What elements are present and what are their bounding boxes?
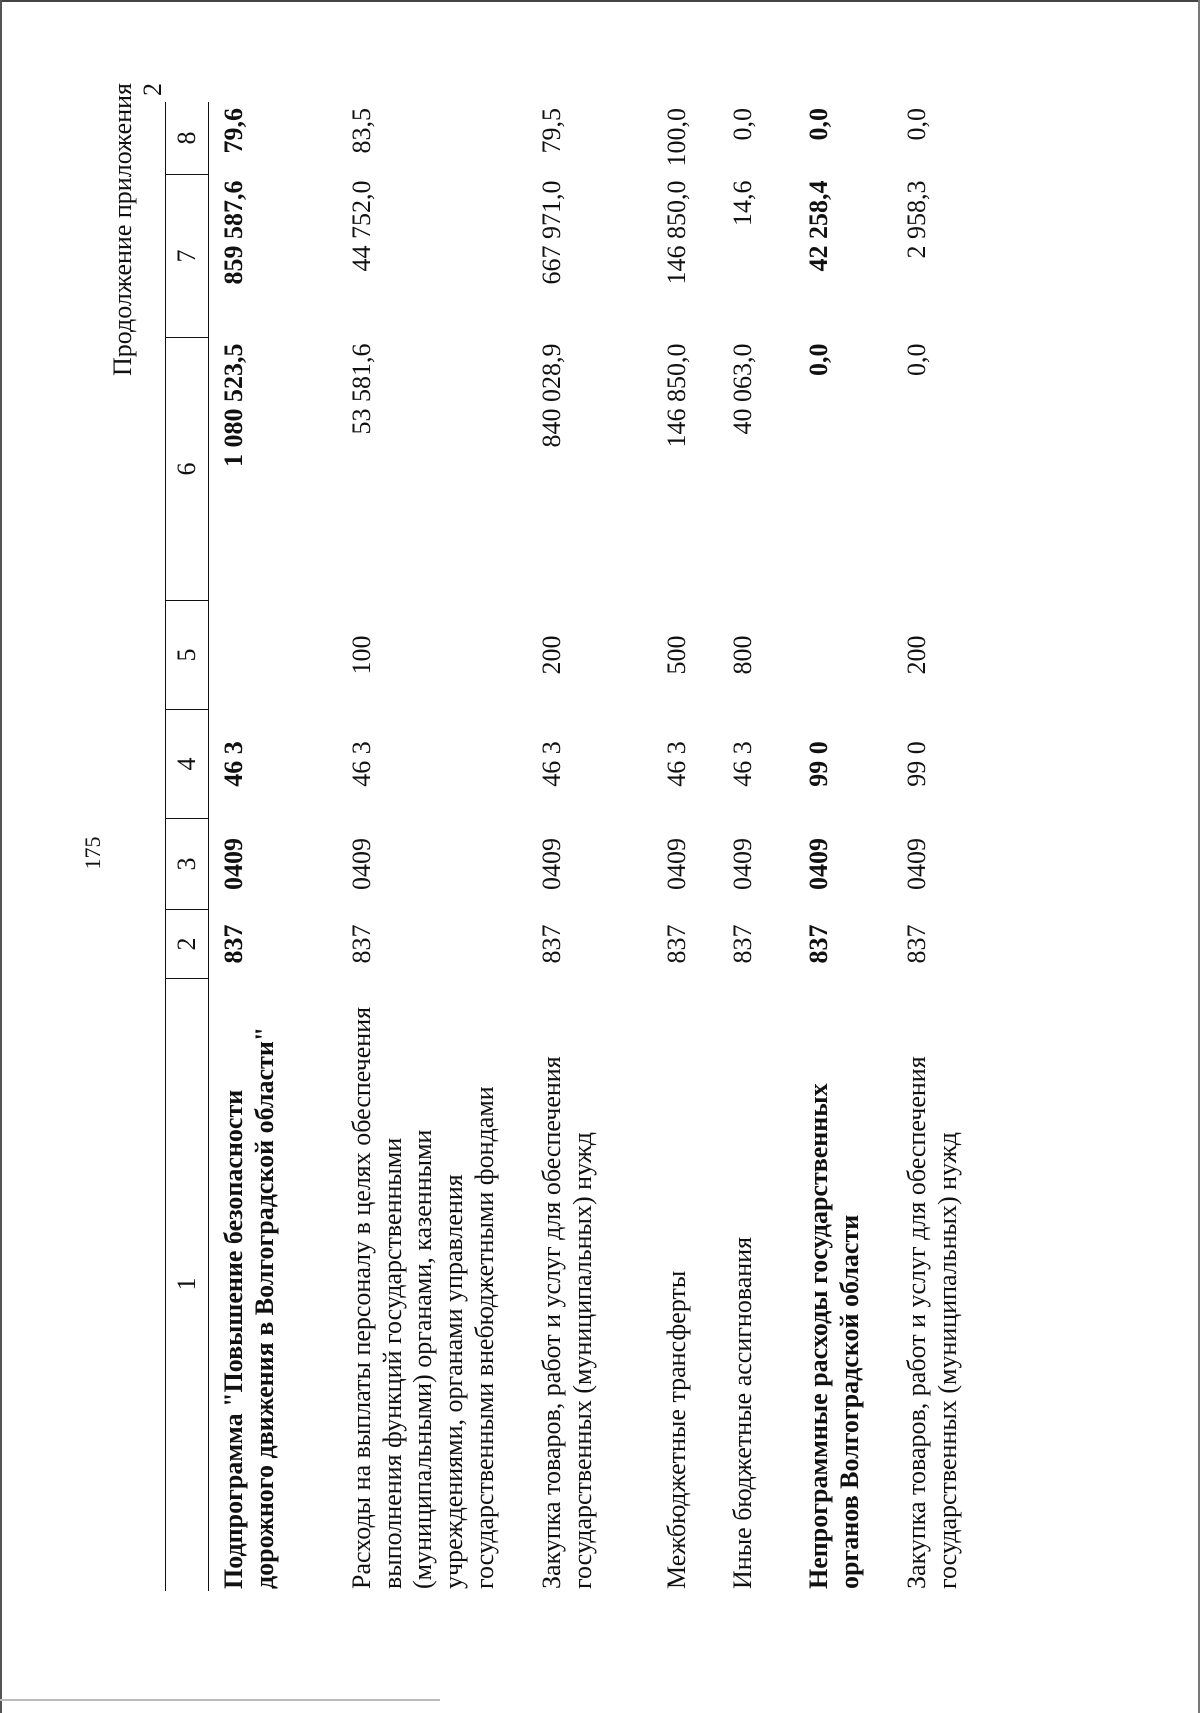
row-planned-amount: 53 581,6 bbox=[347, 343, 376, 435]
row-ministry-code: 837 bbox=[219, 924, 248, 964]
row-section-code: 0409 bbox=[804, 838, 833, 890]
table-header-row bbox=[166, 102, 209, 1591]
row-ministry-code: 837 bbox=[728, 924, 757, 964]
row-description: Расходы на выплаты персоналу в целях обеспечения выполнения функций государственными (муниципальными) органами, казенными учреждениями, органами управления государственными внебюджетными фондами bbox=[347, 1006, 499, 1589]
row-planned-amount: 40 063,0 bbox=[728, 343, 757, 435]
row-description: Непрограммные расходы государственных органов Волгоградской области bbox=[804, 1083, 864, 1589]
row-description: Закупка товаров, работ и услуг для обеспечения государственных (муниципальных) нужд bbox=[537, 1056, 597, 1589]
row-percent: 0,0 bbox=[728, 108, 757, 141]
table-row bbox=[527, 102, 652, 1591]
row-description: Иные бюджетные ассигнования bbox=[728, 1236, 757, 1589]
row-target-article: 99 0 bbox=[902, 741, 931, 787]
row-target-article: 46 3 bbox=[219, 741, 248, 787]
row-section-code: 0409 bbox=[347, 838, 376, 890]
row-executed-amount: 14,6 bbox=[728, 180, 757, 226]
column-header-6: 6 bbox=[166, 338, 209, 601]
table-row bbox=[652, 102, 718, 1591]
row-executed-amount: 146 850,0 bbox=[662, 180, 691, 285]
column-header-5: 5 bbox=[166, 601, 209, 710]
table-row bbox=[794, 102, 892, 1591]
table-row bbox=[337, 102, 527, 1591]
row-planned-amount: 840 028,9 bbox=[537, 343, 566, 448]
row-executed-amount: 859 587,6 bbox=[219, 180, 248, 285]
column-header-4: 4 bbox=[166, 710, 209, 819]
row-section-code: 0409 bbox=[902, 838, 931, 890]
row-expense-type bbox=[209, 601, 338, 710]
row-target-article: 46 3 bbox=[537, 741, 566, 787]
row-target-article: 46 3 bbox=[728, 741, 757, 787]
row-ministry-code: 837 bbox=[804, 924, 833, 964]
row-planned-amount: 1 080 523,5 bbox=[219, 343, 248, 467]
table-row bbox=[892, 102, 1017, 1591]
row-expense-type: 800 bbox=[728, 635, 757, 675]
row-ministry-code: 837 bbox=[662, 924, 691, 964]
row-planned-amount: 0,0 bbox=[804, 343, 833, 376]
row-expense-type: 500 bbox=[662, 635, 691, 675]
row-planned-amount: 0,0 bbox=[902, 343, 931, 376]
row-expense-type bbox=[794, 601, 892, 710]
row-percent: 0,0 bbox=[804, 108, 833, 141]
row-target-article: 46 3 bbox=[662, 741, 691, 787]
page-number: 175 bbox=[80, 836, 105, 870]
row-section-code: 0409 bbox=[662, 838, 691, 890]
row-target-article: 99 0 bbox=[804, 741, 833, 787]
row-percent: 79,6 bbox=[219, 108, 248, 154]
row-executed-amount: 667 971,0 bbox=[537, 180, 566, 285]
appendix-continuation-note: Продолжение приложения 2 bbox=[108, 83, 167, 377]
row-executed-amount: 2 958,3 bbox=[902, 180, 931, 259]
row-percent: 79,5 bbox=[537, 108, 566, 154]
row-percent: 83,5 bbox=[347, 108, 376, 154]
row-description: Межбюджетные трансферты bbox=[662, 1270, 691, 1589]
column-header-1: 1 bbox=[166, 979, 209, 1592]
row-percent: 0,0 bbox=[902, 108, 931, 141]
column-header-2: 2 bbox=[166, 910, 209, 979]
table-row bbox=[209, 102, 338, 1591]
row-expense-type: 100 bbox=[347, 635, 376, 675]
row-ministry-code: 837 bbox=[347, 924, 376, 964]
column-header-8: 8 bbox=[166, 102, 209, 175]
row-planned-amount: 146 850,0 bbox=[662, 343, 691, 448]
row-percent: 100,0 bbox=[662, 108, 691, 167]
row-section-code: 0409 bbox=[219, 838, 248, 890]
budget-table bbox=[165, 102, 1017, 1591]
table-row bbox=[718, 102, 794, 1591]
row-executed-amount: 44 752,0 bbox=[347, 180, 376, 272]
row-executed-amount: 42 258,4 bbox=[804, 180, 833, 272]
row-target-article: 46 3 bbox=[347, 741, 376, 787]
row-section-code: 0409 bbox=[728, 838, 757, 890]
row-expense-type: 200 bbox=[537, 635, 566, 675]
row-description: Подпрограмма "Повышение безопасности дорожного движения в Волгоградской области" bbox=[219, 1026, 279, 1589]
row-description: Закупка товаров, работ и услуг для обеспечения государственных (муниципальных) нужд bbox=[902, 1056, 962, 1589]
row-ministry-code: 837 bbox=[902, 924, 931, 964]
row-ministry-code: 837 bbox=[537, 924, 566, 964]
column-header-3: 3 bbox=[166, 819, 209, 910]
column-header-7: 7 bbox=[166, 175, 209, 338]
row-section-code: 0409 bbox=[537, 838, 566, 890]
row-expense-type: 200 bbox=[902, 635, 931, 675]
